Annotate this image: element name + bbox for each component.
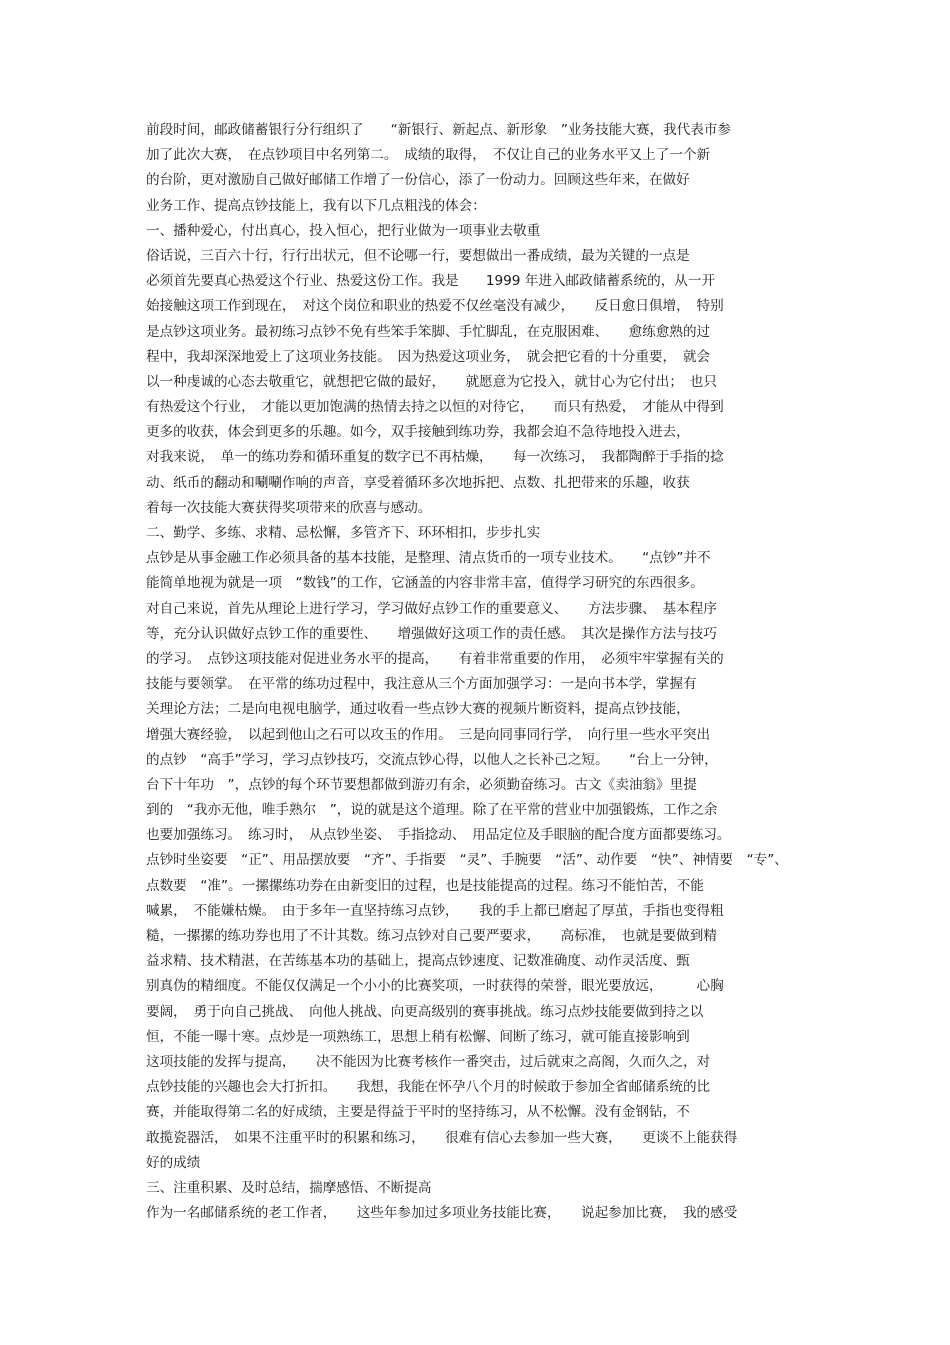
text-line: 恒，不能一曝十寒。点炒是一项熟练工，思想上稍有松懈、间断了练习，就可能直接影响到 <box>146 1028 690 1045</box>
text-line: 动、纸币的翻动和唰唰作响的声音，享受着循环多次地拆把、点数、扎把带来的乐趣，收获 <box>146 474 690 491</box>
text-line: 台下十年功 ”，点钞的每个环节要想都做到游刃有余，必须勤奋练习。古文《卖油翁》里提 <box>146 776 697 793</box>
text-line: 俗话说，三百六十行，行行出状元，但不论哪一行，要想做出一番成绩，最为关键的一点是 <box>146 247 690 264</box>
text-line: 始接触这项工作到现在， 对这个岗位和职业的热爱不仅丝毫没有减少， 反日愈日俱增， 特别 <box>146 298 724 315</box>
text-line: 好的成绩 <box>146 1154 201 1171</box>
text-line: 能简单地视为就是一项 “数钱”的工作，它涵盖的内容非常丰富，值得学习研究的东西很多。 <box>146 575 704 592</box>
text-line: 关理论方法；二是向电视电脑学，通过收看一些点钞大赛的视频片断资料，提高点钞技能， <box>146 701 690 718</box>
text-line: 业务工作、提高点钞技能上，我有以下几点粗浅的体会： <box>146 197 486 214</box>
text-line: 更多的收获，体会到更多的乐趣。如今，双手接触到练功券，我都会迫不急待地投入进去， <box>146 424 690 441</box>
text-line: 益求精、技术精湛，在苦练基本功的基础上，提高点钞速度、记数准确度、动作灵活度、甄 <box>146 953 690 970</box>
text-line: 点钞时坐姿要 “正”、用品摆放要 “齐”、手指要 “灵”、手腕要 “活”、动作要 “快”、神情要 “专”、 <box>146 852 788 869</box>
text-line: 点钞技能的兴趣也会大打折扣。 我想，我能在怀孕八个月的时候敢于参加全省邮储系统的比 <box>146 1079 711 1096</box>
text-line: 是点钞这项业务。最初练习点钞不免有些笨手笨脚、手忙脚乱，在克服困难、 愈练愈熟的过 <box>146 323 711 340</box>
text-line: 必须首先要真心热爱这个行业、热爱这份工作。我是 1999 年进入邮政储蓄系统的，从一开 <box>146 273 716 290</box>
text-line: 有热爱这个行业， 才能以更加饱满的热情去持之以恒的对待它， 而只有热爱， 才能从中得到 <box>146 399 724 416</box>
section-heading-2: 二、勤学、多练、求精、忌松懈，多管齐下、环环相扣，步步扎实 <box>146 525 541 541</box>
text-line: 着每一次技能大赛获得奖项带来的欣喜与感动。 <box>146 499 432 516</box>
text-line: 对我来说， 单一的练功券和循环重复的数字已不再枯燥， 每一次练习， 我都陶醉于手指的捻 <box>146 449 724 466</box>
text-line: 要阔， 勇于向自己挑战、 向他人挑战、向更高级别的赛事挑战。练习点炒技能要做到持之以 <box>146 1003 704 1020</box>
text-line: 点钞是从事金融工作必须具备的基本技能，是整理、清点货币的一项专业技术。 “点钞”并不 <box>146 550 711 567</box>
section-heading-1: 一、播种爱心，付出真心，投入恒心，把行业做为一项事业去敬重 <box>146 222 541 239</box>
text-line: 前段时间，邮政储蓄银行分行组织了 “新银行、新起点、新形象 ”业务技能大赛，我代表市参 <box>146 122 732 138</box>
text-line: 技能与要领掌。 在平常的练功过程中，我注意从三个方面加强学习：一是向书本学，掌握有 <box>146 676 697 693</box>
text-line: 糙，一摞摞的练功券也用了不计其数。练习点钞对自己要严要求， 高标准， 也就是要做到精 <box>146 928 717 944</box>
text-line: 赛，并能取得第二名的好成绩，主要是得益于平时的坚持练习，从不松懈。没有金钢钻，不 <box>146 1104 690 1121</box>
text-line: 对自己来说，首先从理论上进行学习，学习做好点钞工作的重要意义、 方法步骤、 基本程序 <box>146 600 717 617</box>
text-line: 喊累， 不能嫌枯燥。 由于多年一直坚持练习点钞， 我的手上都已磨起了厚茧，手指也变得粗 <box>146 902 724 919</box>
text-line: 这项技能的发挥与提高， 决不能因为比赛考核作一番突击，过后就束之高阁，久而久之，对 <box>146 1053 711 1070</box>
text-line: 等，充分认识做好点钞工作的重要性、 增强做好这项工作的责任感。 其次是操作方法与技巧 <box>146 625 717 642</box>
text-line: 点数要 “准”。一摞摞练功券在由新变旧的过程，也是技能提高的过程。练习不能怕苦，不能 <box>146 877 704 894</box>
text-line: 作为一名邮储系统的老工作者， 这些年参加过多项业务技能比赛， 说起参加比赛， 我的感受 <box>146 1205 738 1222</box>
text-line: 的点钞 “高手”学习，学习点钞技巧，交流点钞心得，以他人之长补己之短。 “台上一分钟， <box>146 751 718 768</box>
text-line: 的学习。 点钞这项技能对促进业务水平的提高， 有着非常重要的作用， 必须牢牢掌握有关的 <box>146 650 724 667</box>
document-body <box>146 118 810 1226</box>
text-line: 敢揽瓷器活， 如果不注重平时的积累和练习， 很难有信心去参加一些大赛， 更谈不上能获得 <box>146 1129 738 1146</box>
text-line: 到的 “我亦无他，唯手熟尔 ”，说的就是这个道理。除了在平常的营业中加强锻炼，工作之余 <box>146 802 718 819</box>
text-line: 增强大赛经验， 以起到他山之石可以攻玉的作用。 三是向同事同行学， 向行里一些水平突出 <box>146 726 711 743</box>
text-line: 以一种虔诚的心态去敬重它，就想把它做的最好， 就愿意为它投入，就甘心为它付出； 也只 <box>146 373 717 390</box>
text-line: 也要加强练习。 练习时， 从点钞坐姿、 手指捻动、 用品定位及手眼脑的配合度方面都要练习。 <box>146 827 731 844</box>
text-line: 加了此次大赛， 在点钞项目中名列第二。 成绩的取得， 不仅让自己的业务水平又上了一个新 <box>146 147 711 164</box>
text-line: 别真伪的精细度。不能仅仅满足一个小小的比赛奖项，一时获得的荣誉，眼光要放远， 心胸 <box>146 978 724 995</box>
section-heading-3: 三、注重积累、及时总结，揣摩感悟、不断提高 <box>146 1179 432 1196</box>
text-line: 的台阶，更对激励自己做好邮储工作增了一份信心，添了一份动力。回顾这些年来，在做好 <box>146 172 690 189</box>
text-line: 程中，我却深深地爱上了这项业务技能。 因为热爱这项业务， 就会把它看的十分重要， 就会 <box>146 348 711 365</box>
